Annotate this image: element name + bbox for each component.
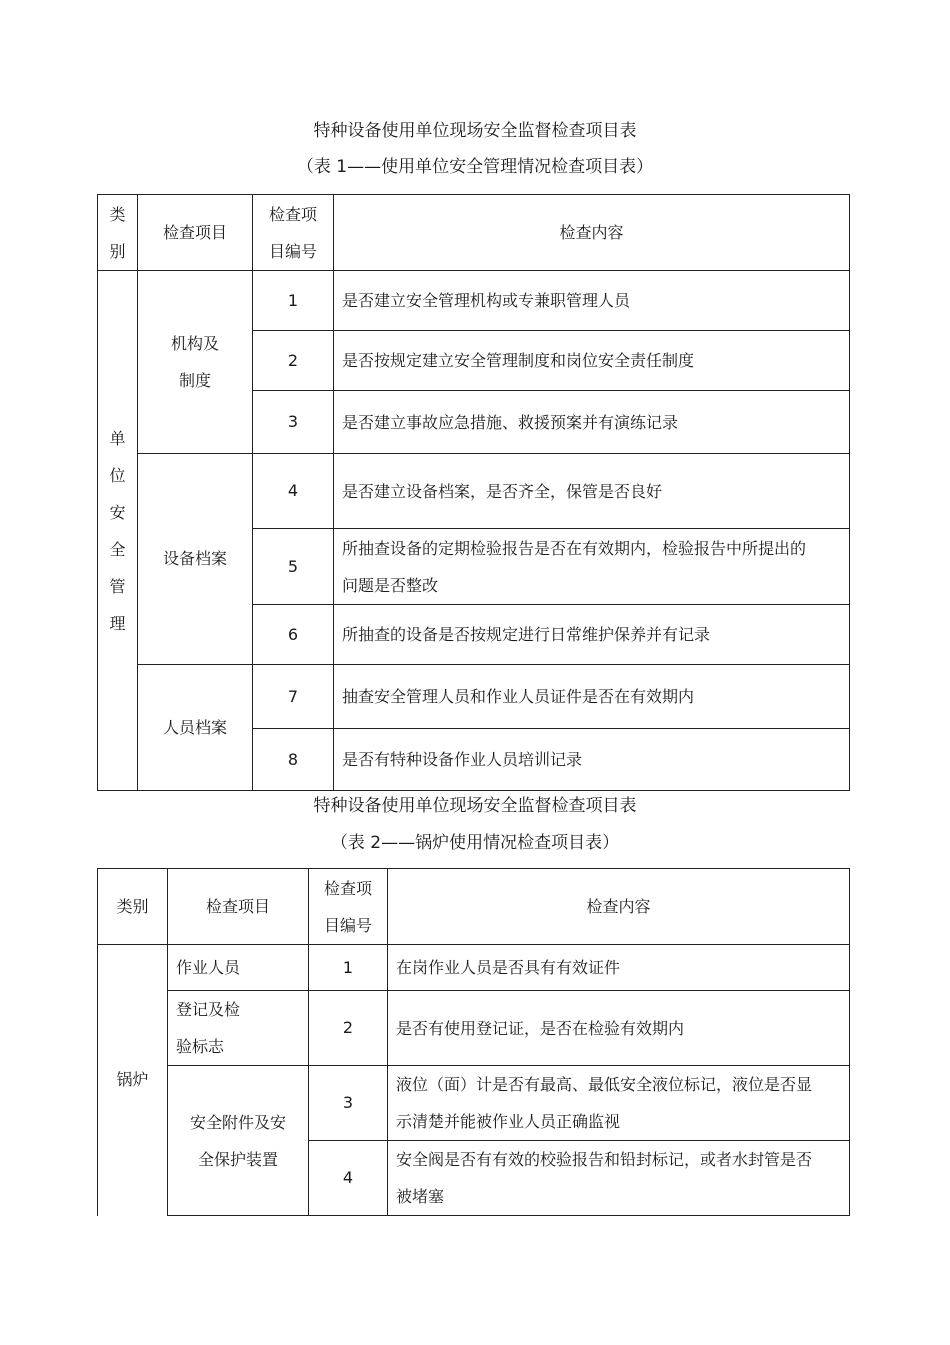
number-cell: 1 bbox=[309, 945, 388, 991]
table2 bbox=[97, 868, 850, 1216]
table1-title: 特种设备使用单位现场安全监督检查项目表 bbox=[313, 121, 637, 141]
header-number: 检查项目编号 bbox=[253, 195, 334, 271]
number-cell: 7 bbox=[253, 665, 334, 729]
number-cell: 3 bbox=[309, 1066, 388, 1141]
table-row bbox=[98, 945, 850, 991]
table-header-row bbox=[98, 195, 850, 271]
number-cell: 8 bbox=[253, 729, 334, 791]
item-cell: 机构及制度 bbox=[138, 271, 253, 454]
table1-subtitle: （表 1——使用单位安全管理情况检查项目表） bbox=[296, 157, 654, 177]
table-row bbox=[98, 1066, 850, 1141]
category-cell: 锅炉 bbox=[98, 945, 168, 1216]
header-category: 类别 bbox=[98, 869, 168, 945]
content-cell: 是否建立安全管理机构或专兼职管理人员 bbox=[334, 271, 850, 331]
header-content: 检查内容 bbox=[388, 869, 850, 945]
table-row bbox=[98, 454, 850, 529]
item-cell: 作业人员 bbox=[168, 945, 309, 991]
table-row bbox=[98, 665, 850, 729]
content-cell: 在岗作业人员是否具有有效证件 bbox=[388, 945, 850, 991]
number-cell: 3 bbox=[253, 391, 334, 454]
item-cell: 设备档案 bbox=[138, 454, 253, 665]
number-cell: 2 bbox=[253, 331, 334, 391]
content-cell: 是否建立设备档案，是否齐全，保管是否良好 bbox=[334, 454, 850, 529]
table-header-row bbox=[98, 869, 850, 945]
content-cell: 抽查安全管理人员和作业人员证件是否在有效期内 bbox=[334, 665, 850, 729]
table2-title: 特种设备使用单位现场安全监督检查项目表 bbox=[313, 796, 637, 816]
content-cell: 是否建立事故应急措施、救援预案并有演练记录 bbox=[334, 391, 850, 454]
header-number: 检查项目编号 bbox=[309, 869, 388, 945]
category-cell: 单位安全管理 bbox=[98, 271, 138, 791]
content-cell: 是否有特种设备作业人员培训记录 bbox=[334, 729, 850, 791]
content-cell: 是否有使用登记证，是否在检验有效期内 bbox=[388, 991, 850, 1066]
content-cell: 安全阀是否有有效的校验报告和铅封标记，或者水封管是否被堵塞 bbox=[388, 1141, 850, 1216]
header-category: 类别 bbox=[98, 195, 138, 271]
table1 bbox=[97, 194, 850, 791]
table-row bbox=[98, 271, 850, 331]
header-item: 检查项目 bbox=[168, 869, 309, 945]
number-cell: 4 bbox=[253, 454, 334, 529]
number-cell: 6 bbox=[253, 605, 334, 665]
item-cell: 安全附件及安全保护装置 bbox=[168, 1066, 309, 1216]
number-cell: 5 bbox=[253, 529, 334, 605]
number-cell: 2 bbox=[309, 991, 388, 1066]
header-content: 检查内容 bbox=[334, 195, 850, 271]
content-cell: 液位（面）计是否有最高、最低安全液位标记，液位是否显示清楚并能被作业人员正确监视 bbox=[388, 1066, 850, 1141]
table2-subtitle: （表 2——锅炉使用情况检查项目表） bbox=[330, 833, 620, 853]
number-cell: 4 bbox=[309, 1141, 388, 1216]
number-cell: 1 bbox=[253, 271, 334, 331]
item-cell: 登记及检验标志 bbox=[168, 991, 309, 1066]
header-item: 检查项目 bbox=[138, 195, 253, 271]
content-cell: 所抽查的设备是否按规定进行日常维护保养并有记录 bbox=[334, 605, 850, 665]
content-cell: 是否按规定建立安全管理制度和岗位安全责任制度 bbox=[334, 331, 850, 391]
table-row bbox=[98, 991, 850, 1066]
content-cell: 所抽查设备的定期检验报告是否在有效期内，检验报告中所提出的问题是否整改 bbox=[334, 529, 850, 605]
item-cell: 人员档案 bbox=[138, 665, 253, 791]
